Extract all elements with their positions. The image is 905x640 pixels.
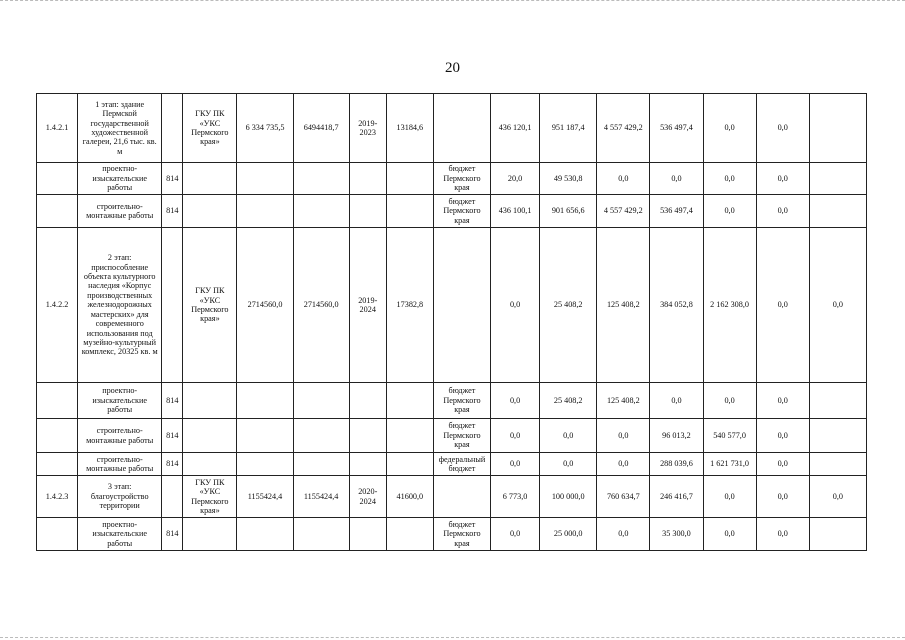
row-code xyxy=(37,453,78,476)
budget-table xyxy=(36,93,867,551)
row-cost-total xyxy=(237,518,293,551)
row-value-5: 0,0 xyxy=(703,518,756,551)
table-row xyxy=(37,383,867,419)
row-value-4: 384 052,8 xyxy=(650,228,703,383)
row-name: 2 этап: приспособление объекта культурного наследия «Корпус производственных железнодорожных мастерских» для современного использования под музейно-культурный комплекс, 20325 кв. м xyxy=(78,228,162,383)
row-value-1: 0,0 xyxy=(491,453,540,476)
row-cost-total xyxy=(237,419,293,453)
row-cost-remaining xyxy=(293,383,349,419)
row-value-5: 0,0 xyxy=(703,476,756,518)
row-code: 1.4.2.1 xyxy=(37,94,78,163)
row-value-4: 536 497,4 xyxy=(650,195,703,228)
table-row xyxy=(37,476,867,518)
row-executor xyxy=(183,383,237,419)
row-years xyxy=(349,195,386,228)
row-value-6: 0,0 xyxy=(756,94,809,163)
row-value-4: 0,0 xyxy=(650,383,703,419)
row-value-6: 0,0 xyxy=(756,453,809,476)
row-executor: ГКУ ПК «УКС Пермского края» xyxy=(183,476,237,518)
row-value-5: 0,0 xyxy=(703,163,756,195)
row-value-3: 0,0 xyxy=(597,419,650,453)
row-capacity xyxy=(386,163,433,195)
row-source: бюджет Пермского края xyxy=(433,163,490,195)
row-executor xyxy=(183,195,237,228)
row-value-4: 246 416,7 xyxy=(650,476,703,518)
row-name: 3 этап: благоустройство территории xyxy=(78,476,162,518)
row-value-3: 0,0 xyxy=(597,518,650,551)
row-value-4: 536 497,4 xyxy=(650,94,703,163)
table-row xyxy=(37,94,867,163)
row-years xyxy=(349,453,386,476)
row-value-5: 1 621 731,0 xyxy=(703,453,756,476)
row-source: бюджет Пермского края xyxy=(433,383,490,419)
scan-edge-bottom xyxy=(0,637,905,639)
row-code: 1.4.2.2 xyxy=(37,228,78,383)
row-cost-remaining: 6494418,7 xyxy=(293,94,349,163)
row-value-2: 25 000,0 xyxy=(540,518,597,551)
row-value-4: 35 300,0 xyxy=(650,518,703,551)
row-grbs: 814 xyxy=(162,383,183,419)
row-cost-total xyxy=(237,163,293,195)
row-executor: ГКУ ПК «УКС Пермского края» xyxy=(183,228,237,383)
row-grbs: 814 xyxy=(162,453,183,476)
row-name: проектно-изыскательские работы xyxy=(78,163,162,195)
row-code xyxy=(37,518,78,551)
row-source: федеральный бюджет xyxy=(433,453,490,476)
row-years: 2019-2024 xyxy=(349,228,386,383)
row-value-7: 0,0 xyxy=(809,476,866,518)
table-row xyxy=(37,419,867,453)
row-value-6: 0,0 xyxy=(756,163,809,195)
row-source: бюджет Пермского края xyxy=(433,195,490,228)
row-value-7 xyxy=(809,383,866,419)
row-years xyxy=(349,383,386,419)
row-capacity xyxy=(386,518,433,551)
row-value-5: 2 162 308,0 xyxy=(703,228,756,383)
row-value-7 xyxy=(809,94,866,163)
row-grbs: 814 xyxy=(162,195,183,228)
row-cost-remaining xyxy=(293,453,349,476)
table-row xyxy=(37,228,867,383)
row-capacity: 41600,0 xyxy=(386,476,433,518)
row-grbs xyxy=(162,94,183,163)
row-cost-remaining: 1155424,4 xyxy=(293,476,349,518)
row-value-6: 0,0 xyxy=(756,518,809,551)
row-capacity xyxy=(386,383,433,419)
row-cost-total xyxy=(237,195,293,228)
row-value-7 xyxy=(809,195,866,228)
row-value-7 xyxy=(809,163,866,195)
row-value-1: 0,0 xyxy=(491,228,540,383)
row-name: проектно-изыскательские работы xyxy=(78,383,162,419)
row-value-2: 901 656,6 xyxy=(540,195,597,228)
row-source xyxy=(433,228,490,383)
row-cost-remaining xyxy=(293,163,349,195)
row-source xyxy=(433,476,490,518)
row-value-5: 0,0 xyxy=(703,195,756,228)
row-value-3: 4 557 429,2 xyxy=(597,195,650,228)
row-code xyxy=(37,163,78,195)
row-value-3: 125 408,2 xyxy=(597,383,650,419)
row-grbs: 814 xyxy=(162,163,183,195)
row-value-4: 96 013,2 xyxy=(650,419,703,453)
row-value-7: 0,0 xyxy=(809,228,866,383)
row-cost-total xyxy=(237,383,293,419)
row-capacity xyxy=(386,195,433,228)
row-cost-total: 2714560,0 xyxy=(237,228,293,383)
row-capacity: 17382,8 xyxy=(386,228,433,383)
row-value-2: 0,0 xyxy=(540,453,597,476)
row-cost-remaining xyxy=(293,195,349,228)
row-name: 1 этап: здание Пермской государственной художественной галереи, 21,6 тыс. кв. м xyxy=(78,94,162,163)
row-executor xyxy=(183,453,237,476)
row-cost-total xyxy=(237,453,293,476)
row-name: строительно-монтажные работы xyxy=(78,419,162,453)
row-capacity: 13184,6 xyxy=(386,94,433,163)
row-cost-remaining xyxy=(293,419,349,453)
row-value-2: 100 000,0 xyxy=(540,476,597,518)
row-cost-remaining xyxy=(293,518,349,551)
row-name: проектно-изыскательские работы xyxy=(78,518,162,551)
table-row xyxy=(37,518,867,551)
row-grbs: 814 xyxy=(162,518,183,551)
row-executor xyxy=(183,518,237,551)
row-executor xyxy=(183,419,237,453)
row-value-1: 0,0 xyxy=(491,383,540,419)
row-value-1: 20,0 xyxy=(491,163,540,195)
row-value-6: 0,0 xyxy=(756,476,809,518)
row-value-3: 125 408,2 xyxy=(597,228,650,383)
row-value-6: 0,0 xyxy=(756,383,809,419)
row-years xyxy=(349,518,386,551)
row-value-3: 0,0 xyxy=(597,163,650,195)
row-value-1: 6 773,0 xyxy=(491,476,540,518)
scan-edge-top xyxy=(0,0,905,2)
row-executor xyxy=(183,163,237,195)
row-value-5: 0,0 xyxy=(703,94,756,163)
row-value-6: 0,0 xyxy=(756,228,809,383)
row-years xyxy=(349,163,386,195)
row-grbs xyxy=(162,228,183,383)
row-years: 2019-2023 xyxy=(349,94,386,163)
row-source: бюджет Пермского края xyxy=(433,419,490,453)
table-body xyxy=(37,94,867,551)
row-value-2: 25 408,2 xyxy=(540,383,597,419)
row-value-2: 25 408,2 xyxy=(540,228,597,383)
row-value-5: 540 577,0 xyxy=(703,419,756,453)
row-value-2: 951 187,4 xyxy=(540,94,597,163)
row-name: строительно-монтажные работы xyxy=(78,453,162,476)
row-value-1: 436 120,1 xyxy=(491,94,540,163)
row-years xyxy=(349,419,386,453)
row-value-2: 0,0 xyxy=(540,419,597,453)
row-code xyxy=(37,419,78,453)
page-number: 20 xyxy=(445,60,460,76)
row-value-7 xyxy=(809,518,866,551)
row-executor: ГКУ ПК «УКС Пермского края» xyxy=(183,94,237,163)
row-value-4: 288 039,6 xyxy=(650,453,703,476)
row-code: 1.4.2.3 xyxy=(37,476,78,518)
row-value-7 xyxy=(809,419,866,453)
row-grbs: 814 xyxy=(162,419,183,453)
row-value-3: 760 634,7 xyxy=(597,476,650,518)
row-cost-total: 1155424,4 xyxy=(237,476,293,518)
row-value-6: 0,0 xyxy=(756,195,809,228)
row-value-4: 0,0 xyxy=(650,163,703,195)
row-capacity xyxy=(386,419,433,453)
table-row xyxy=(37,195,867,228)
row-value-1: 0,0 xyxy=(491,419,540,453)
row-value-3: 4 557 429,2 xyxy=(597,94,650,163)
table-row xyxy=(37,163,867,195)
row-code xyxy=(37,195,78,228)
table-row xyxy=(37,453,867,476)
row-value-2: 49 530,8 xyxy=(540,163,597,195)
row-value-3: 0,0 xyxy=(597,453,650,476)
row-grbs xyxy=(162,476,183,518)
row-cost-remaining: 2714560,0 xyxy=(293,228,349,383)
row-value-5: 0,0 xyxy=(703,383,756,419)
row-cost-total: 6 334 735,5 xyxy=(237,94,293,163)
row-name: строительно-монтажные работы xyxy=(78,195,162,228)
row-source xyxy=(433,94,490,163)
row-value-1: 436 100,1 xyxy=(491,195,540,228)
row-source: бюджет Пермского края xyxy=(433,518,490,551)
row-value-7 xyxy=(809,453,866,476)
row-years: 2020-2024 xyxy=(349,476,386,518)
row-value-1: 0,0 xyxy=(491,518,540,551)
row-value-6: 0,0 xyxy=(756,419,809,453)
row-capacity xyxy=(386,453,433,476)
row-code xyxy=(37,383,78,419)
